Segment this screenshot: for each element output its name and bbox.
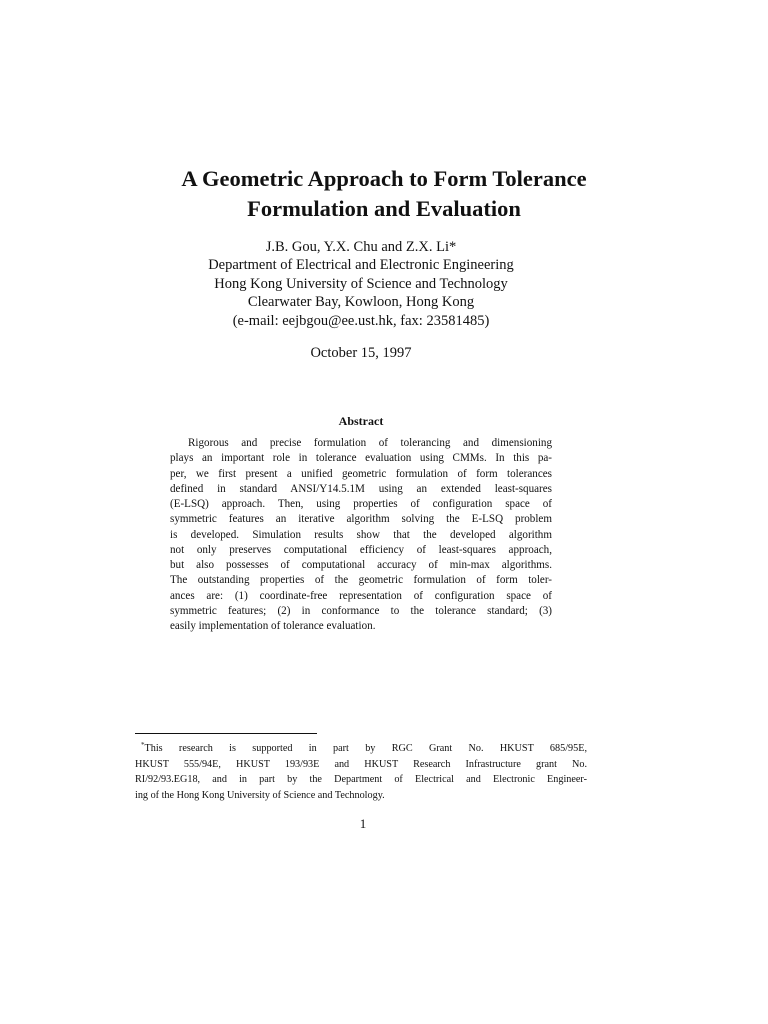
abstract-heading: Abstract: [338, 414, 384, 428]
author-names: J.B. Gou, Y.X. Chu and Z.X. Li*: [265, 239, 457, 255]
abstract-line: plays an important role in tolerance evaluation using CMMs. In this pa-: [170, 452, 552, 465]
abstract-line: but also possesses of computational accuracy of min-max algorithms.: [170, 559, 552, 571]
footnote-line-1-text: This research is supported in part by RGC Grant No. HKUST 685/95E,: [144, 743, 587, 754]
footnote: [135, 738, 587, 803]
footnote-line-1: [135, 738, 587, 757]
author-department: Department of Electrical and Electronic Engineering: [208, 257, 514, 274]
abstract-line: per, we first present a unified geometric formulation of form tolerances: [170, 467, 552, 480]
abstract-line: symmetric features an iterative algorithm solving the E-LSQ problem: [170, 513, 552, 526]
abstract-line: The outstanding properties of the geometric formulation of form toler-: [170, 574, 552, 587]
author-block: [0, 238, 722, 330]
footnote-line-2: HKUST 555/94E, HKUST 193/93E and HKUST Research Infrastructure grant No.: [135, 758, 587, 770]
author-contact: (e-mail: eejbgou@ee.ust.hk, fax: 23581485): [232, 312, 490, 329]
page-number: 1: [359, 816, 367, 831]
abstract-line: is developed. Simulation results show that the developed algorithm: [170, 528, 552, 541]
abstract-line: symmetric features; (2) in conformance to the tolerance standard; (3): [170, 604, 552, 617]
abstract-line: defined in standard ANSI/Y14.5.1M using an extended least-squares: [170, 482, 552, 495]
abstract-line: ances are: (1) coordinate-free representation of configuration space of: [170, 589, 552, 602]
footnote-line-4: ing of the Hong Kong University of Science and Technology.: [135, 789, 385, 801]
footnote-line-3: RI/92/93.EG18, and in part by the Department of Electrical and Electronic Engineer-: [135, 774, 587, 786]
paper-title-line-1: A Geometric Approach to Form Tolerance: [181, 166, 587, 191]
paper-title-line-2: Formulation and Evaluation: [247, 196, 521, 221]
footnote-divider: [135, 733, 317, 734]
abstract-line: not only preserves computational efficiency of least-squares approach,: [170, 543, 552, 556]
abstract-line: Rigorous and precise formulation of tolerancing and dimensioning: [188, 437, 552, 449]
footnote-marker: *: [141, 741, 145, 749]
paper-title: [0, 164, 768, 224]
author-university: Hong Kong University of Science and Technology: [214, 275, 508, 292]
paper-date: October 15, 1997: [310, 345, 412, 361]
abstract-line: (E-LSQ) approach. Then, using properties of configuration space of: [170, 498, 552, 510]
author-address: Clearwater Bay, Kowloon, Hong Kong: [247, 294, 475, 311]
abstract-body: [170, 436, 552, 634]
abstract-line: easily implementation of tolerance evaluation.: [170, 620, 376, 632]
